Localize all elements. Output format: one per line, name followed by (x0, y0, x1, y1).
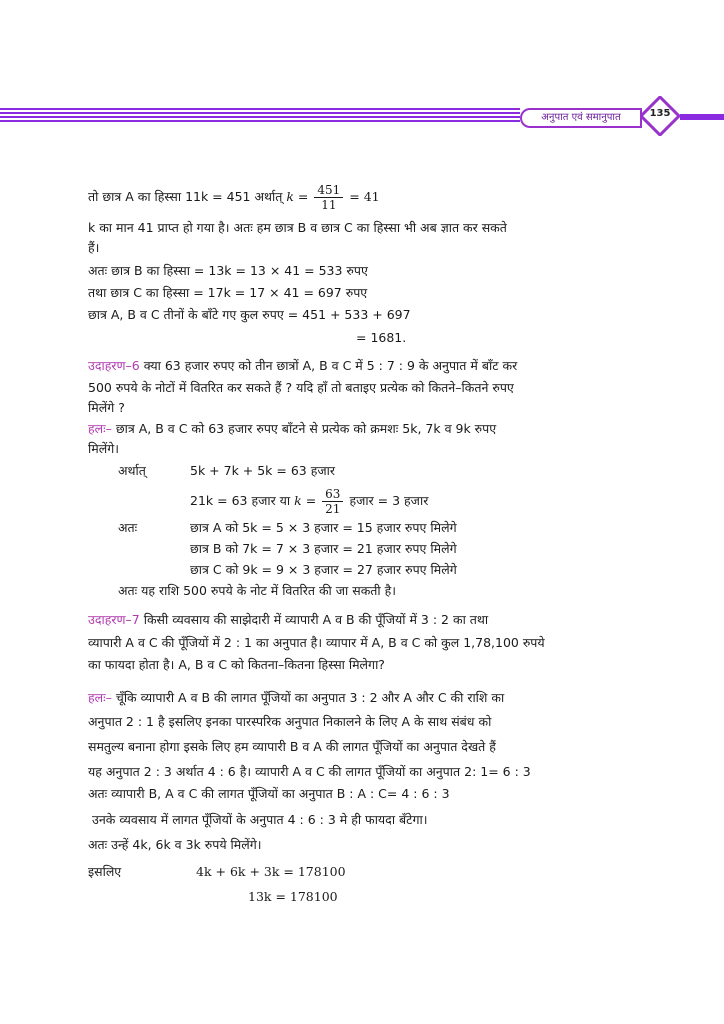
text-line: अतः यह राशि 500 रुपये के नोट में वितरित की जा सकती है। (118, 583, 397, 598)
text-line: k का मान 41 प्राप्त हो गया है। अतः हम छात्र B व छात्र C का हिस्सा भी अब ज्ञात कर सकते (88, 220, 507, 235)
text-line: इसलिए (88, 864, 122, 879)
equation: 5k + 7k + 5k = 63 हजार (190, 463, 335, 478)
text-line: छात्र A, B व C तीनों के बाँटे गए कुल रुपए = 451 + 533 + 697 (88, 307, 411, 322)
example-label: उदाहरण–7 (88, 612, 140, 627)
header-band (0, 108, 520, 126)
text-line: अतः (118, 520, 138, 535)
text-line: मिलेंगे। (88, 441, 119, 456)
equation: 13k = 178100 (248, 889, 338, 904)
page-number: 135 (649, 108, 671, 119)
solution-label: हलः– (88, 421, 112, 436)
text-line: व्यापारी A व C की पूँजियों में 2 : 1 का अनुपात है। व्यापार में A, B व C को कुल 1,78,100 रुपये (88, 635, 545, 650)
text-line: = 1681. (356, 330, 407, 345)
chapter-title: अनुपात एवं समानुपात (520, 108, 642, 128)
text-line: अनुपात 2 : 1 है इसलिए इनका पारस्परिक अनुपात निकालने के लिए A के साथ संबंध को (88, 714, 492, 729)
solution-label: हलः– (88, 690, 112, 705)
solution-line: हलः– छात्र A, B व C को 63 हजार रुपए बाँटने से प्रत्येक को क्रमशः 5k, 7k व 9k रुपए (88, 421, 497, 436)
example-line: उदाहरण–6 क्या 63 हजार रुपए को तीन छात्रों A, B व C में 5 : 7 : 9 के अनुपात में बाँट कर (88, 358, 518, 373)
example-line: उदाहरण–7 किसी व्यवसाय की साझेदारी में व्यापारी A व B की पूँजियों में 3 : 2 का तथा (88, 612, 489, 627)
share-line: छात्र C को 9k = 9 × 3 हजार = 27 हजार रुपए मिलेगे (190, 562, 457, 577)
text-line: अतः छात्र B का हिस्सा = 13k = 13 × 41 = 533 रुपए (88, 263, 368, 278)
share-line: छात्र A को 5k = 5 × 3 हजार = 15 हजार रुपए मिलेगे (190, 520, 457, 535)
text-line: उनके व्यवसाय में लागत पूँजियों के अनुपात 4 : 6 : 3 मे ही फायदा बँटेगा। (92, 812, 428, 827)
text-line: तथा छात्र C का हिस्सा = 17k = 17 × 41 = 697 रुपए (88, 285, 368, 300)
header-rule (0, 112, 520, 114)
text-line: तो छात्र A का हिस्सा 11k = 451 अर्थात् k = $\frac{451}{11}$ = 41 (88, 183, 380, 212)
equation: 21k = 63 हजार या k = $\frac{63}{21}$ हजार = 3 हजार (190, 487, 429, 516)
equation: 4k + 6k + 3k = 178100 (196, 864, 346, 879)
fraction: $\frac{63}{21}$ (322, 487, 343, 516)
text-line: अर्थात् (118, 463, 146, 478)
header-rule (0, 108, 520, 110)
text-line: समतुल्य बनाना होगा इसके लिए हम व्यापारी B व A की लागत पूँजियों का अनुपात देखते हैं (88, 739, 496, 754)
solution-line: हलः– चूँकि व्यापारी A व B की लागत पूँजियों का अनुपात 3 : 2 और A और C की राशि का (88, 690, 505, 705)
share-line: छात्र B को 7k = 7 × 3 हजार = 21 हजार रुपए मिलेगे (190, 541, 457, 556)
text-line: अतः उन्हें 4k, 6k व 3k रुपये मिलेंगे। (88, 837, 262, 852)
header-rule (0, 116, 520, 118)
header-rule-tail (680, 114, 724, 120)
text-line: 500 रुपये के नोटों में वितरित कर सकते हैं ? यदि हाँ तो बताइए प्रत्येक को कितने–कितने रुपए (88, 380, 514, 395)
fraction: $\frac{451}{11}$ (314, 183, 343, 212)
header-rule (0, 120, 520, 122)
text-line: हैं। (88, 240, 100, 255)
example-label: उदाहरण–6 (88, 358, 140, 373)
text-line: अतः व्यापारी B, A व C की लागत पूँजियों का अनुपात B : A : C= 4 : 6 : 3 (88, 786, 450, 801)
text-line: का फायदा होता है। A, B व C को कितना–कितना हिस्सा मिलेगा? (88, 657, 385, 672)
text-line: यह अनुपात 2 : 3 अर्थात 4 : 6 है। व्यापारी A व C की लागत पूँजियों का अनुपात 2: 1= 6 : 3 (88, 764, 531, 779)
text-line: मिलेंगे ? (88, 400, 125, 415)
